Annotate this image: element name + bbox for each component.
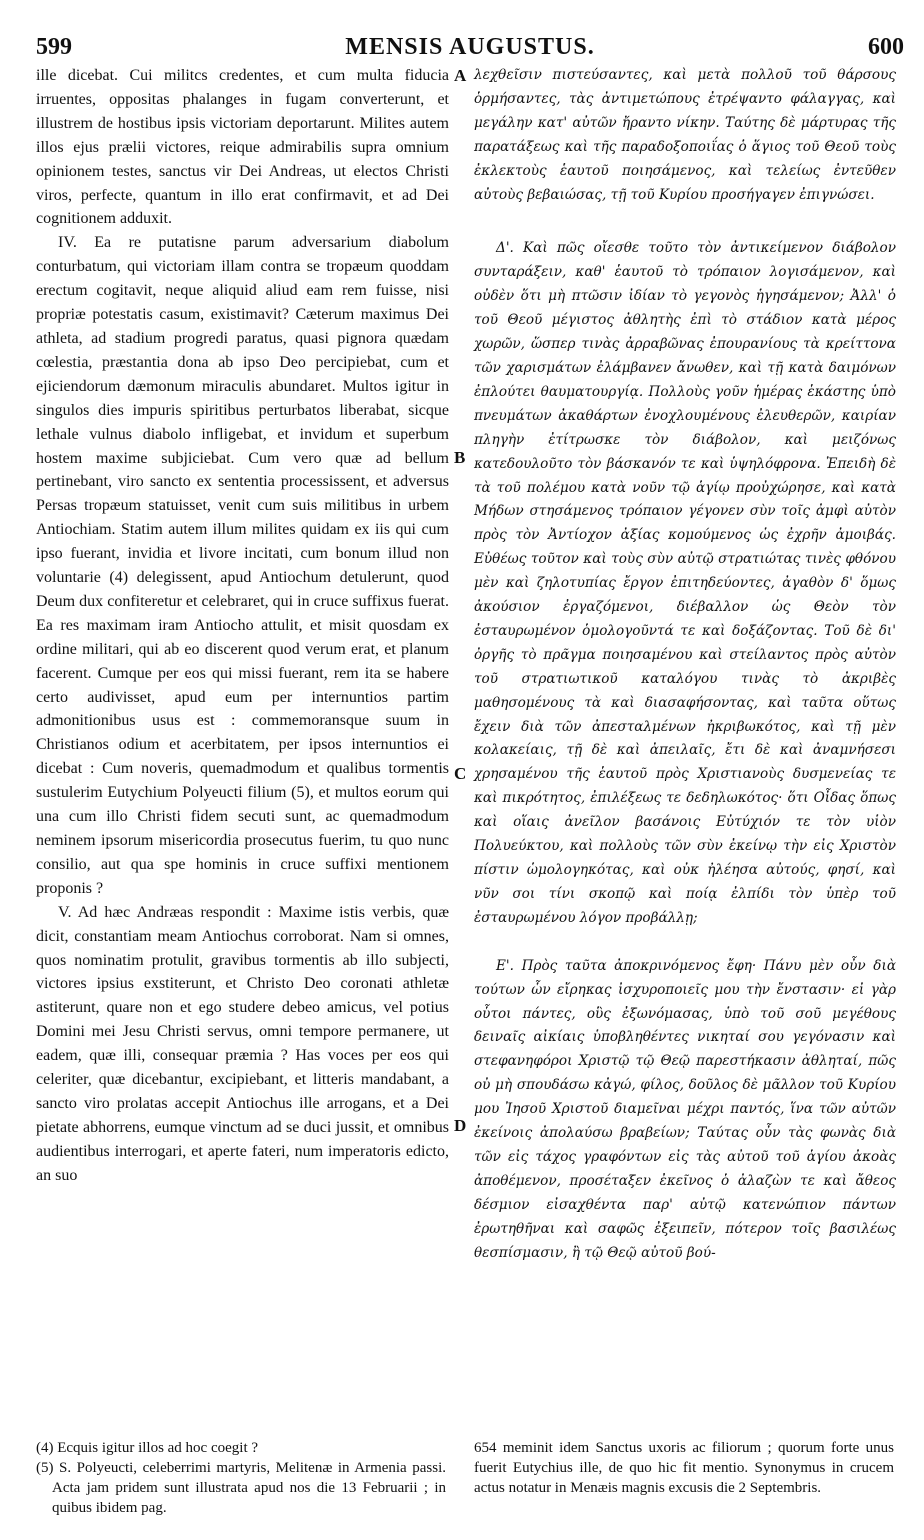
- latin-column: [36, 64, 449, 1188]
- greek-paragraph: λεχθεῖσιν πιστεύσαντες, καὶ μετὰ πολλοῦ τοῦ θάρσους ὁρμήσαντες, τὰς ἀντιμετώπους ἐτρέψαντο φάλαγγας, καὶ μεγάλην κατ' αὐτῶν ἤραντο νίκην. Ταύτης δὲ μάρτυρας τῆς παρατάξεως καὶ τῆς παραδοξοποιΐας ὁ ἅγιος τοῦ Θεοῦ τοὺς ἐκλεκτοὺς ἑαυτοῦ ποιησάμενος, καὶ τελείως ἐντεῦθεν αὐτοὺς βεβαιώσας, τῇ τοῦ Κυρίου προσήγαγεν ἐπιγνώσει.: [474, 67, 896, 203]
- page-header: [36, 34, 904, 62]
- footnote: (4) Ecquis igitur illos ad hoc coegit ?: [36, 1440, 259, 1456]
- latin-paragraph: V. Ad hæc Andræas respondit : Maxime istis verbis, quæ dicit, constantiam meam Antiochus corroborat. Nam si omnes, quos nominatim protulit, gravibus tormentis ab illo subjecti, victores ipsius exstiterunt, et Christo Deo coronati athletæ astiterunt, quare non et ego studere debeo amicus, vel potius Domini mei Jesu Christi servus, omni tempore permanere, ut eadem, quæ illi, consequar præmia ? Has voces per eos qui celeriter, quæ dicebantur, excipiebant, et litteris mandabant, a sancto viro prolatas accepit Antiochus ille arrogans, et a Dei pietate abhorrens, eumque vinctum ad se duci jussit, et omnibus audientibus interrogari, et aperte fateri, num imperatoris edicto, an suo: [36, 903, 449, 1184]
- left-page-number: 599: [36, 34, 72, 60]
- section-marker-d: D: [454, 1116, 467, 1135]
- section-marker-a: A: [454, 66, 467, 85]
- greek-column: [474, 64, 896, 1266]
- running-title: MENSIS AUGUSTUS.: [345, 34, 595, 60]
- footnote: 654 meminit idem Sanctus uxoris ac filiorum ; quorum forte unus fuerit Eutychius ille, de quo hic fit mentio. Synonymus in crucem actus notatur in Menæis magnis excusis die 2 Septembris.: [474, 1440, 894, 1496]
- right-page-number: 600: [868, 34, 904, 60]
- footnotes-left: [36, 1438, 446, 1518]
- footnote: (5) S. Polyeucti, celeberrimi martyris, Melitenæ in Armenia passi. Acta jam pridem sunt illustrata apud nos die 13 Februarii ; in quibus ibidem pag.: [36, 1460, 446, 1516]
- greek-paragraph: Δ'. Καὶ πῶς οἴεσθε τοῦτο τὸν ἀντικείμενον διάβολον συνταράξειν, καθ' ἑαυτοῦ τὸ τρόπαιον λογισάμενον, καὶ οὐδὲν ὅτι μὴ πτῶσιν ἰδίαν τὸ γεγονὸς ἡγησάμενον; Ἀλλ' ὁ τοῦ Θεοῦ μέγιστος ἀθλητὴς ἐπὶ τὸ στάδιον κατὰ μέρος χωρῶν, ὥσπερ τινὰς ἀρραβῶνας ἐπουρανίους τὰ κρείττονα τῶν χαρισμάτων ἐλάμβανεν ἄνωθεν, καὶ τῇ κατὰ δαιμόνων ἐπλούτει θαυματουργίᾳ. Πολλοὺς γοῦν ἡμέρας ἑκάστης ὑπὸ πνευμάτων ἀκαθάρτων ἐνοχλουμένους ἐλευθερῶν, καιρίαν πληγὴν ἐτίτρωσκε τὸν διάβολον, καὶ μειζόνως κατεδουλοῦτο τὸν βάσκανόν τε καὶ ὑψηλόφρονα. Ἐπειδὴ δὲ τὰ τοῦ πολέμου κατὰ νοῦν τῷ ἁγίῳ προὐχώρησε, καὶ κατὰ Μήδων στησάμενος τρόπαιον γέγονεν σὺν τοῖς ἀμφὶ αὐτὸν πρὸς τὸν Ἀντίοχον ἀξίας κομούμενος ὡς ἐχρῆν ἀμοιβάς. Εὐθέως τοῦτον καὶ τοὺς σὺν αὐτῷ στρατιώτας τινὲς φθόνου μὲν καὶ ζηλοτυπίας ἔργον ἐπιτηδεύοντες, ἀγαθὸν δ' ὅμως ἀκούσιον ἐργαζόμενοι, διέβαλλον ὡς Θεὸν τὸν ἐσταυρωμένον ὁμολογοῦντά τε καὶ δοξάζοντας. Τοῦ δὲ δι' ὀργῆς τὸ πρᾶγμα ποιησαμένου καὶ στείλαντος πρὸς αὐτὸν τοῦ στρατιωτικοῦ καταλόγου τινὰς τὸ ἀκριβὲς μαθησομένους τὰ καὶ διασαφήσοντας, καὶ ταῦτα οὕτως ἔχειν διὰ τῶν ἀπεσταλμένων ἠκριβωκότος, καὶ τῇ μὲν κολακείαις, τῇ δὲ καὶ ἀπειλαῖς, ἔτι δὲ καὶ ἀναμνήσεσι χρησαμένου τῆς ἑαυτοῦ πρὸς Χριστιανοὺς δυσμενείας τε καὶ πικρότητος, ἐπιλέξεως τε δεδηλωκότος· ὅτι Οἶδας ὅπως καὶ οἵαις ἀνεῖλον βασάνοις Εὐτύχιόν τε τὸν υἱὸν Πολυεύκτου, καὶ πολλοὺς τῶν σὺν ἐκείνῳ τὴν εἰς Χριστὸν πίστιν ὡμολογηκότας, καὶ οὐκ ἠλέησα αὐτούς, φησί, καὶ νῦν σοι τίνι σκοπῷ καὶ ποίᾳ ἐλπίδι τὸν ὑπὲρ τοῦ ἐσταυρωμένου λόγον προβάλλῃ;: [474, 240, 896, 926]
- latin-paragraph: IV. Ea re putatisne parum adversarium diabolum conturbatum, qui victoriam illam contra se tropæum quoddam erectum cogitavit, neque aliquid aliud eam rem fuisse, nisi propriæ potestatis casum, existimavit? Cæterum maximus Dei athleta, ad stadium progredi paratus, quasi pignora quædam cœlestia, præstantia dona ab ipso Deo percipiebat, cum et ejiciendorum dæmonum miraculis abundaret. Multos igitur in singulos dies impuris spiritibus perturbatos liberabat, sicque lethale vulnus diabolo infligebat, et invidum et superbum hostem maxime subjiciebat. Cum vero quæ ad bellum pertinebant, viro sancto ex sententia processissent, et adversus Persas tropæum statuisset, venit cum suis militibus in urbem Antiochiam. Statim autem illum milites quidam ex iis qui cum ipso fuerant, invidia et livore incitati, cum bonum illud non voluntarie (4) delegissent, apud Antiochum detulerunt, quod Deum dux confiteretur et celebraret, qui in cruce suffixus fuerat. Ea res maximam iram Antiocho attulit, et misit quosdam ex ordine militari, qui ab eo discerent quod verum erat, et planum facerent. Cumque per eos qui missi fuerant, rem ita se habere certo audivisset, apud eum per internuntios partim admonitionibus usus est : commemoransque suum in Christianos odium et acerbitatem, per ipsos internuntios ei dicebat : Cum noveris, quemadmodum et qualibus tormentis sustulerim Eutychium Polyeucti filium (5), et multos eorum qui una cum illo Christi fidem secuti sunt, ac quemadmodum neminem ipsorum misericordia prosecutus fuerim, tu quo nunc consilio, aut qua spe hominis in cruce suffixi mentionem proponis ?: [36, 234, 449, 897]
- footnote-continuation: [474, 1438, 894, 1498]
- latin-paragraph: ille dicebat. Cui militcs credentes, et cum multa fiducia irruentes, oppositas phalanges in fugam converterunt, et illustrem de hostibus ipsis victoriam deportarunt. Milites autem illos ejus prælii victores, reique admirabilis supra omnium opinionem testes, sanctus vir Dei Andreas, ut electos Christi viros, perfecte, quantum in illo erat confirmavit, et ad Dei cognitionem adduxit.: [36, 67, 449, 228]
- greek-paragraph: Ε'. Πρὸς ταῦτα ἀποκρινόμενος ἔφη· Πάνυ μὲν οὖν διὰ τούτων ὧν εἴρηκας ἰσχυροποιεῖς μου τὴν ἔνστασιν· εἰ γὰρ οὗτοι πάντες, οὓς ἐξωνόμασας, ὑπὸ τοῦ σοῦ μεγέθους δειναῖς αἰκίαις ὑποβληθέντες νικηταί σου γεγόνασιν καὶ στεφανηφόροι Χριστῷ τῷ Θεῷ παρεστήκασιν ἀθληταί, πῶς οὐ μὴ σπουδάσω κἀγώ, φίλος, δοῦλος δὲ μᾶλλον τοῦ Κυρίου μου Ἰησοῦ Χριστοῦ διαμεῖναι μέχρι παντός, ἵνα τῶν αὐτῶν ἐκείνοις ἀπολαύσω βραβείων; Ταύτας οὖν τὰς φωνὰς διὰ τῶν εἰς τάχος γραφόντων εἰς τὰς αὐτοῦ τοῦ ἁγίου ἀκοὰς ἀποθέμενον, προσέταξεν ἐκεῖνος ὁ ἀλαζὼν τε καὶ ἄθεος δέσμιον εἰσαχθέντα παρ' αὐτῷ κατενώπιον πάντων ἐρωτηθῆναι καὶ σαφῶς ἐξειπεῖν, πότερον τοῖς βασιλέως θεσπίσμασιν, ἢ τῷ Θεῷ αὐτοῦ βού-: [474, 957, 896, 1261]
- section-marker-c: C: [454, 764, 467, 783]
- section-marker-b: B: [454, 448, 466, 467]
